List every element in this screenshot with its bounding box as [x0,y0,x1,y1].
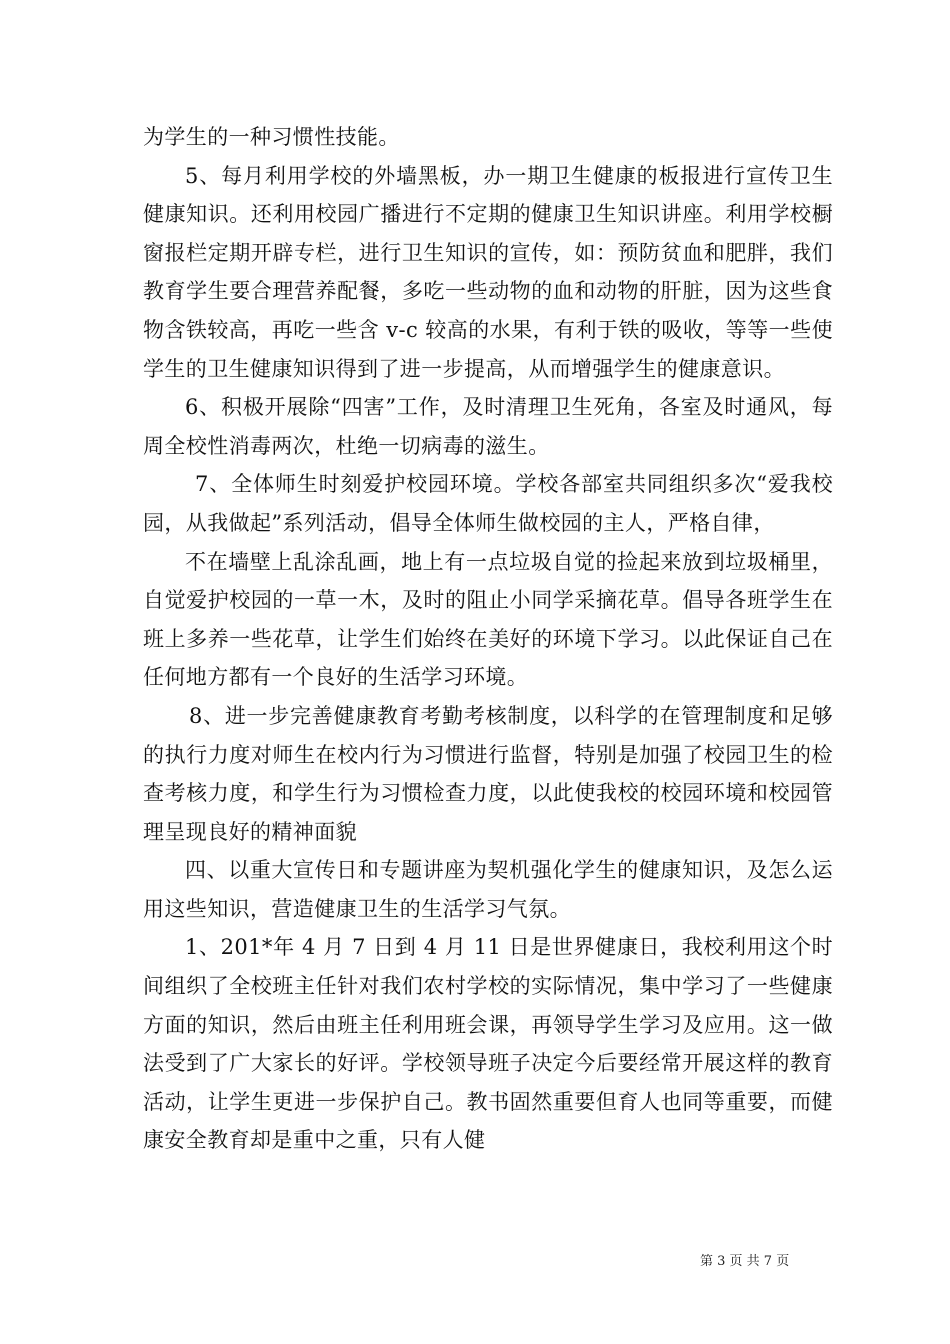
page-number: 第 3 页 共 7 页 [700,1254,790,1269]
paragraph-item-1: 1、201*年 4 月 7 日到 4 月 11 日是世界健康日，我校利用这个时间组织了全校班主任针对我们农村学校的实际情况，集中学习了一些健康方面的知识，然后由班主任利用班会课，再领导学生学习及应用。这一做法受到了广大家长的好评。学校领导班子决定今后要经常开展这样的教育活动，让学生更进一步保护自己。教书固然重要但育人也同等重要，而健康安全教育却是重中之重，只有人健 [143,935,833,1153]
paragraph-item-8: 8、进一步完善健康教育考勤考核制度，以科学的在管理制度和足够的执行力度对师生在校内行为习惯进行监督，特别是加强了校园卫生的检查考核力度，和学生行为习惯检查力度，以此使我校的校园环境和校园管理呈现良好的精神面貌 [143,703,833,844]
paragraph-item-7: 7、全体师生时刻爱护校园环境。学校各部室共同组织多次“爱我校园，从我做起”系列活动，倡导全体师生做校园的主人，严格自律， [143,472,833,535]
paragraph-item-6: 6、积极开展除“四害”工作，及时清理卫生死角，各室及时通风，每周全校性消毒两次，杜绝一切病毒的滋生。 [143,395,833,458]
paragraph-item-7-continued: 不在墙壁上乱涂乱画，地上有一点垃圾自觉的捡起来放到垃圾桶里，自觉爱护校园的一草一木，及时的阻止小同学采摘花草。倡导各班学生在班上多养一些花草，让学生们始终在美好的环境下学习。以此保证自己在任何地方都有一个良好的生活学习环境。 [143,549,833,690]
paragraph-continuation: 为学生的一种习惯性技能。 [143,125,400,149]
section-heading-four: 四、以重大宣传日和专题讲座为契机强化学生的健康知识，及怎么运用这些知识，营造健康卫生的生活学习气氛。 [143,858,833,921]
body-text [143,118,833,1160]
paragraph-item-5: 5、每月利用学校的外墙黑板，办一期卫生健康的板报进行宣传卫生健康知识。还利用校园广播进行不定期的健康卫生知识讲座。利用学校橱窗报栏定期开辟专栏，进行卫生知识的宣传，如：预防贫血和肥胖，我们教育学生要合理营养配餐，多吃一些动物的血和动物的肝脏，因为这些食物含铁较高，再吃一些含 v-c 较高的水果，有利于铁的吸收，等等一些使学生的卫生健康知识得到了进一步提高，从而增强学生的健康意识。 [143,163,833,381]
